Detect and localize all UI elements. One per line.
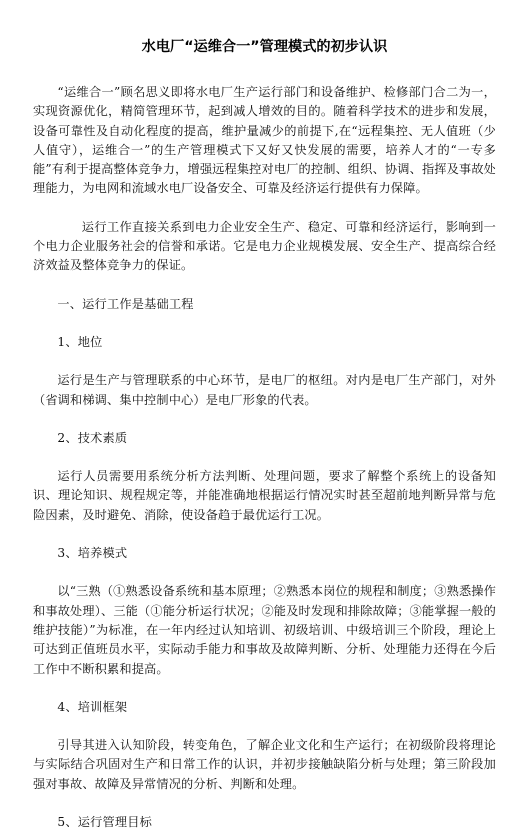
subsection-4-heading: 4、培训框架 <box>57 699 128 714</box>
intro-paragraph-1: “运维合一”顾名思义即将水电厂生产运行部门和设备维护、检修部门合二为一，实现资源优化，精简管理环节，起到减人增效的目的。随着科学技术的进步和发展，设备可靠性及自动化程度的提高，维护量减少的前提下,在“远程集控、无人值班（少人值守），运维合一”的生产管理模式下又好又快发展的需要，培养人才的“一专多能”有利于提高整体竞争力，增强远程集控对电厂的控制、组织、协调、指挥及事故处理能力，为电网和流域水电厂设备安全、可靠及经济运行提供有力保障。 <box>33 85 496 196</box>
subsection-3-heading: 3、培养模式 <box>57 546 128 561</box>
section-1-heading: 一、运行工作是基础工程 <box>57 296 194 311</box>
subsection-2-body: 运行人员需要用系统分析方法判断、处理问题，要求了解整个系统上的设备知识、理论知识、规程规定等，并能准确地根据运行情况实时甚至超前地判断异常与危险因素，及时避免、消除，使设备趋于最优运行工况。 <box>33 469 496 522</box>
document-title: 水电厂“运维合一”管理模式的初步认识 <box>141 39 388 55</box>
subsection-4-body: 引导其进入认知阶段，转变角色，了解企业文化和生产运行；在初级阶段将理论与实际结合巩固对生产和日常工作的认识，并初步接触缺陷分析与处理；第三阶段加强对事故、故障及异常情况的分析、判断和处理。 <box>33 738 496 791</box>
subsection-1-heading: 1、地位 <box>57 334 103 349</box>
subsection-1-body: 运行是生产与管理联系的中心环节，是电厂的枢纽。对内是电厂生产部门，对外（省调和梯调、集中控制中心）是电厂形象的代表。 <box>33 373 496 407</box>
subsection-3-body: 以“三熟（①熟悉设备系统和基本原理；②熟悉本岗位的规程和制度；③熟悉操作和事故处理）、三能（①能分析运行状况；②能及时发现和排除故障；③能掌握一般的维护技能）”为标准，在一年内经过认知培训、初级培训、中级培训三个阶段，理论上可达到正值班员水平，实际动手能力和事故及故障判断、分析、处理能力还得在今后工作中不断积累和提高。 <box>33 584 496 676</box>
intro-paragraph-2: 运行工作直接关系到电力企业安全生产、稳定、可靠和经济运行，影响到一个电力企业服务社会的信誉和承诺。它是电力企业规模发展、安全生产、提高综合经济效益及整体竞争力的保证。 <box>33 219 496 273</box>
subsection-5-heading: 5、运行管理目标 <box>57 815 153 830</box>
subsection-2-heading: 2、技术素质 <box>57 430 128 445</box>
